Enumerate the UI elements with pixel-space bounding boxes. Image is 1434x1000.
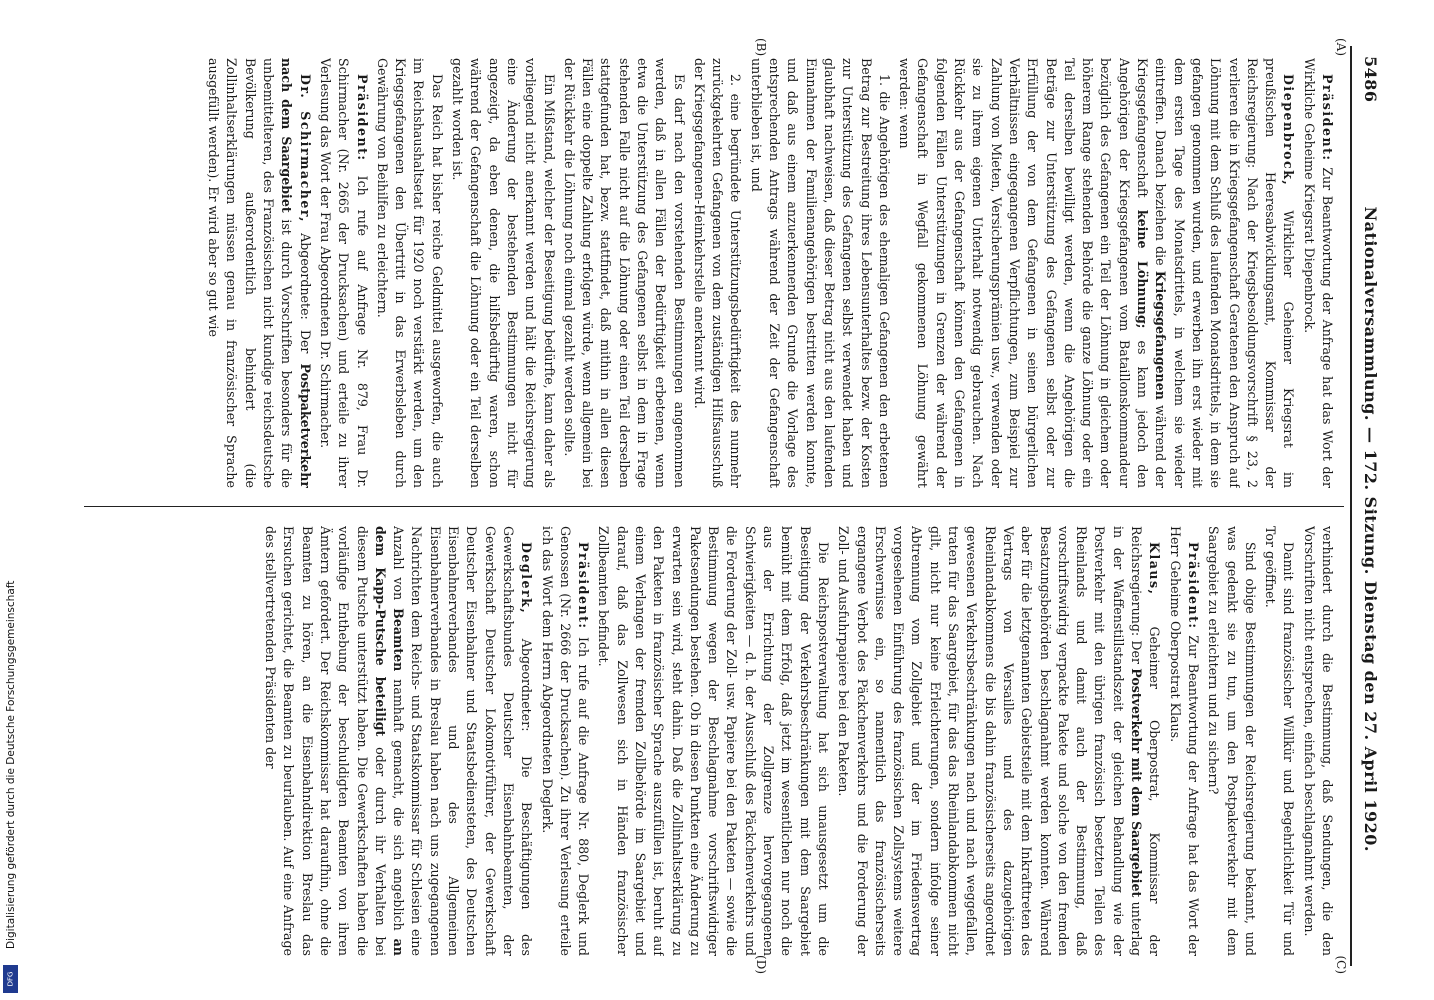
emphasis-text: Kriegsgefangenen [1153, 270, 1169, 400]
paragraph-text: 1. die Angehörigen des ehemaligen Gefangenen den erbetenen Betrag zur Bestreitung ihres Lebensunterhaltes bezw. der Kosten zur Unterstützung des Gefangenen selbst verwendet haben und glaubhaft nachweisen, daß dieser Betrag nicht aus den laufenden Einnahmen der Familienangehörigen bestritten werden konnte, und daß aus einem anzuerkennenden Grunde die Vorlage des entsprechenden Antrags während der Zeit der Gefangenschaft unterblieben ist, und [748, 58, 892, 488]
right-column [86, 526, 1336, 956]
header-rule [1350, 46, 1352, 966]
left-column [86, 58, 1336, 488]
paragraph [747, 58, 893, 488]
paragraph [895, 58, 1298, 488]
page-frame [58, 36, 1388, 976]
emphasis-text: an dem Kapp-Putsche beteiligt [372, 526, 407, 956]
paragraph-text: Geheimer Oberpostrat, Kommissar der Reichsregierung: Der [1129, 526, 1163, 956]
margin-marker-b: (B) [754, 38, 768, 57]
paragraph [690, 58, 745, 488]
paragraph-text: oder durch ihr Verhalten bei diesem Putsche unterstützt haben. Die Gewerkschaften haben die vorläufige Enthebung der beschuldigten Beamten von ihren Ämtern gefordert. Der Reichskommissar hat daraufhin, ohne die Beamten zu hören, an die Eisenbahndirektion Breslau das Ersuchen gerichtet, die Beamten zu beurlauben. Auf eine Anfrage des stellvertretenden Präsidenten der [263, 526, 388, 956]
emphasis-text: Postpaketverkehr nach dem Saargebiet [279, 58, 313, 488]
paragraph-text: Ich rufe auf Anfrage Nr. 879, Frau Dr. Schirmacher (Nr. 2665 der Drucksachen) und erteile zu ihrer Verlesung das Wort der Frau Abgeordneten Dr. Schirmacher. [317, 58, 370, 488]
paragraph [261, 526, 535, 956]
speaker-name: Deglerk, [519, 542, 535, 615]
speaker-role: Abgeordnete: [297, 233, 313, 320]
speaker-name: Präsident: [354, 74, 370, 162]
credit-text: Digitalisierung gefördert durch die Deutsche Forschungsgemeinschaft [5, 580, 17, 949]
paragraph-text: Zur Beantwortung der Anfrage hat das Wort der Herr Geheime Oberpostrat Klaus. [1167, 526, 1201, 956]
newspaper-page [58, 36, 1388, 976]
paragraph [316, 58, 371, 488]
paragraph-text: Damit sind französischer Willkür und Begehrlichkeit Tür und Tor geöffnet. [1263, 526, 1297, 956]
paragraph [560, 58, 688, 488]
page-number: 5486 [1361, 56, 1381, 103]
paragraph [1204, 526, 1259, 956]
speaker-name: Dr. Schirmacher, [297, 74, 313, 224]
speaker-name: Präsident: [1185, 542, 1201, 630]
paragraph-text: verhindert durch die Bestimmung, daß Sendungen, die den Vorschriften nicht entsprechen, einfach beschlagnahmt werden. [1301, 526, 1335, 956]
speaker-name: Klaus, [1147, 542, 1163, 596]
page-title: Nationalversammlung. — 172. Sitzung. Dienstag den 27. April 1920. [1361, 206, 1381, 852]
paragraph-text: es kann jedoch den Angehörigen der Kriegsgefangenen vom Bataillonskommandeur bezüglich des Gefangenen ein Teil der Löhnung in gleichem oder höherem Range stehenden Behörde die ganze Löhnung oder ein Teil derselben bewilligt werden, wenn die Angehörigen die Beträge zur Unterstützung des Gefangenen selbst oder zur Erfüllung der von dem Gefangenen in seinen bürgerlichen Verhältnissen eingegangenen Verpflichtungen, zum Beispiel zur Zahlung von Mieten, Versicherungsprämien usw., verwenden oder sie zu ihrem eigenen Unterhalt notwendig gebrauchen. Nach Rückkehr aus der Gefangenschaft können den Gefangenen in folgenden Fällen Unterstützungen in Grenzen der während der Gefangenschaft in Wegfall gekommenen Löhnung gewährt werden: wenn [897, 58, 1151, 488]
paragraph-text: unterlag in der Waffenstillstandszeit der gleichen Behandlung wie der Postverkehr mit den übrigen französisch besetzten Teilen des Rheinlands und damit auch der Bestimmung, daß vorschriftswidrig verpackte Pakete und solche von den fremden Besatzungsbehörden beschlagnahmt werden konnten. Während aber für die letztgenannten Gebietsteile mit dem Inkrafttreten des Vertrags von Versailles und des dazugehörigen Rheinlandabkommens die bis dahin französischerseits angeordnet gewesenen Verkehrsbeschränkungen nach und nach weggefallen, traten für das Saargebiet, für das das Rheinlandabkommen nicht gilt, nicht nur keine Erleichterungen, sondern infolge seiner Abtrennung vom Zollgebiet und der im Friedensvertrag vorgesehenen Einführung des französischen Zollsystems weitere Erschwernisse ein, so namentlich das französischerseits ergangene Verbot des Päckchenverkehrs und die Forderung der Zoll- und Ausfuhrpapiere bei den Paketen. [836, 526, 1145, 956]
paragraph-text: Der [297, 329, 313, 354]
paragraph [1261, 526, 1298, 956]
emphasis-text: Beamten [391, 608, 407, 672]
margin-marker-c: (C) [1334, 955, 1348, 974]
paragraph-text: Die Beschäftigungen des Gewerkschaftsbundes Deutscher Eisenbahnbeamten, der Gewerkschaft Deutscher Lokomotivführer, der Gewerkschaft Deutscher Eisenbahner und Staatsbediensteten, des Deutschen Eisenbahnerverbandes und des Allgemeinen Eisenbahnerverbandes in Breslau haben nach uns zugegangenen Nachrichten dem Reichs- und Staatskommissar für Schlesien eine Anzahl von [391, 526, 535, 956]
paragraph-text: Wirklicher Geheimer Kriegsrat im preußischen Heeresabwicklungsamt, Kommissar der Reichsregierung: Nach der Kriegsbesoldungsvorschrift § 23, 2 verlieren die in Kriegsgefangenschaft Geratenen den Anspruch auf Löhnung mit dem Schluß des laufenden Monatsdrittels, in dem sie gefangen genommen wurden, und erwerben ihn erst wieder mit dem ersten Tage des Monatsdrittels, in welchem sie wieder eintreffen. Danach beziehen die [1153, 58, 1297, 488]
margin-marker-d: (D) [754, 955, 768, 974]
speaker-role: Abgeordneter: [519, 638, 535, 732]
page-header [1358, 56, 1384, 956]
emphasis-text: keine Löhnung; [1135, 209, 1151, 329]
paragraph-text: Das Reich hat bisher reiche Geldmittel ausgeworfen, die auch im Reichshaushaltsetat für 1920 noch verstärkt werden, um den Kriegsgefangenen den Übertritt in das Erwerbsleben durch Gewährung von Beihilfen zu erleichtern. [374, 58, 445, 488]
column-divider [84, 506, 1344, 507]
paragraph [834, 526, 1163, 956]
paragraph-text: Die Reichspostverwaltung hat sich unausgesetzt um die Beseitigung der Verkehrsbeschränkungen mit dem Saargebiet bemüht mit dem Erfolg, daß jetzt im wesentlichen nur noch die aus der Errichtung der Zollgrenze hervorgegangenen Schwierigkeiten — d. h. der Ausschluß des Päckchenverkehrs und die Forderung der Zoll- usw. Papiere bei den Paketen — sowie die Bestimmung wegen der Beschlagnahme vorschriftswidriger Paketsendungen bestehen. Ob in diesen Punkten eine Änderung zu erwarten sein wird, steht dahin. Daß die Zollinhaltserklärung zu den Paketen in französischer Sprache auszufüllen ist, beruht auf einem Verlangen der fremden Zollbehörde im Saargebiet und darauf, daß das Zollwesen sich in Händen französischer Zollbeamten befindet. [596, 526, 831, 956]
paragraph [594, 526, 832, 956]
speaker-name: Präsident: [576, 542, 592, 630]
speaker-name: Diepenbrock, [1281, 74, 1297, 187]
paragraph-text: 2. eine begründete Unterstützungsbedürftigkeit des nunmehr zurückgekehrten Gefangenen von dem zuständigen Hilfsausschuß der Kriegsgefangenen-Heimkehrstelle anerkannt wird. [691, 58, 744, 488]
paragraph [1165, 526, 1202, 956]
paragraph-text: Zur Beantwortung der Anfrage hat das Wort der Wirkliche Geheime Kriegsrat Diepenbrock. [1301, 58, 1335, 488]
emphasis-text: Postverkehr mit dem Saargebiet [1129, 668, 1145, 898]
paragraph [373, 58, 446, 488]
margin-marker-a: (A) [1334, 38, 1348, 57]
dfg-logo-text: DFG [6, 971, 15, 987]
paragraph-text: während der Kriegsgefangenschaft [1135, 58, 1169, 488]
paragraph [1299, 58, 1336, 488]
dfg-logo [3, 965, 18, 993]
paragraph [204, 58, 314, 488]
paragraph-text: Ein Mißstand, welcher der Beseitigung bedürfte, kann daher als vorliegend nicht anerkannt werden und hält die Reichsregierung eine Änderung der bestehenden Bestimmungen nicht für angezeigt, da eben denen, die hilfsbedürftig waren, schon während der Gefangenschaft die Löhnung oder ein Teil derselben gezahlt worden ist. [450, 58, 557, 488]
paragraph-text: Es darf nach den vorstehenden Bestimmungen angenommen werden, daß in allen Fällen der Bedürftigkeit erbetenen, wenn etwa die Unterstützung des Gefangenen selbst in dem in Frage stehenden Falle nicht auf die Löhnung oder einen Teil derselben stattgefunden hat, bezw. stattfindet, daß mithin in allen diesen Fällen eine doppelte Zahlung erfolgen würde, wenn allgemein bei der Rückkehr die Löhnung noch einmal gezahlt werden sollte. [561, 58, 687, 488]
paragraph-text: Ich rufe auf die Anfrage Nr. 880, Deglerk und Genossen (Nr. 2666 der Drucksachen). Zu ihrer Verlesung erteile ich das Wort dem Herrn Abgeordneten Deglerk. [539, 526, 592, 956]
speaker-name: Präsident: [1320, 74, 1335, 162]
sidebar-credit [0, 0, 22, 1000]
paragraph [537, 526, 592, 956]
paragraph [448, 58, 558, 488]
paragraph-text: namhaft gemacht, die sich angeblich [391, 679, 407, 931]
paragraph [1299, 526, 1336, 956]
paragraph-text: ist durch Vorschriften besonders für die unbemittelteren, des Französischen nicht kundige reichsdeutsche Bevölkerung außerordentlich behindert (die Zollinhaltserklärungen müssen genau in französischer Sprache ausgefüllt werden). Er wird aber so gut wie [206, 58, 295, 488]
paragraph-text: Sind obige Bestimmungen der Reichsregierung bekannt, und was gedenkt sie zu tun, um den Postpaketverkehr mit dem Saargebiet zu erleichtern und zu sichern? [1206, 526, 1258, 956]
